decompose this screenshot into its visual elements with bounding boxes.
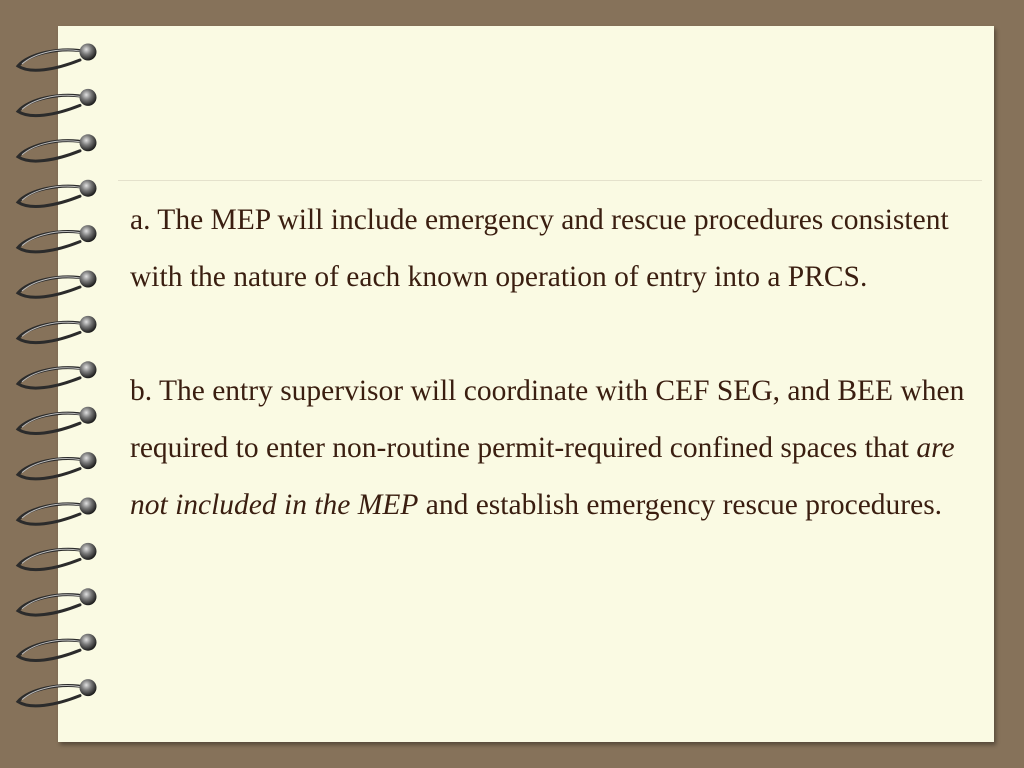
paragraph-gap <box>130 306 980 363</box>
paragraph-b-text-start: b. The entry supervisor will coordinate with CEF SEG, and BEE when required to enter non-routine permit-required confined spaces that <box>130 375 965 464</box>
divider-rule <box>118 180 982 181</box>
paragraph-b-text-end: and establish emergency rescue procedures. <box>418 489 943 521</box>
paragraph-b-emphasis: are not included in the MEP <box>130 432 955 521</box>
paragraph-a: a. The MEP will include emergency and rescue procedures consistent with the nature of each known operation of entry into a PRCS. <box>130 204 949 293</box>
slide-content <box>130 192 980 534</box>
paragraph-b <box>130 363 980 534</box>
